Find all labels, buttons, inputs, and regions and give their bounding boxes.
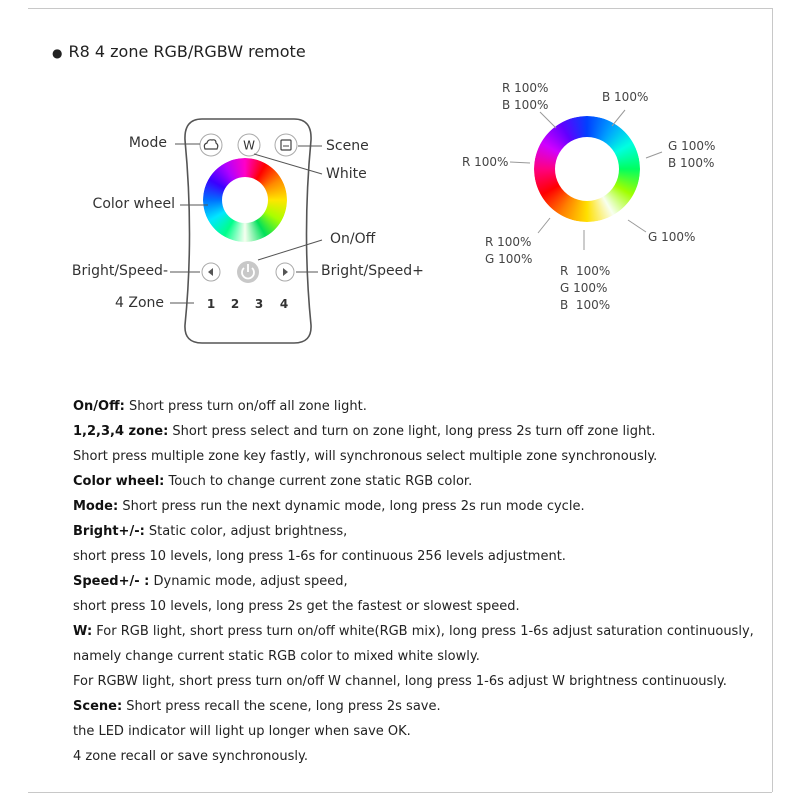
frame-bottom-line [28, 792, 772, 793]
zone-key-4[interactable]: 4 [279, 297, 289, 311]
wheel-label-rb: R 100% B 100% [502, 81, 549, 112]
mode-label: Mode [128, 135, 167, 151]
bright-speed-minus-label: Bright/Speed- [71, 263, 168, 279]
desc-line-7: short press 10 levels, long press 1-6s for continuous 256 levels adjustment. [73, 549, 566, 564]
desc-line-13: Scene: Short press recall the scene, long press 2s save. [73, 699, 441, 714]
wheel-label-rgb: R 100% G 100% B 100% [560, 264, 611, 312]
desc-line-14: the LED indicator will light up longer when save OK. [73, 724, 411, 739]
mode-key[interactable] [200, 134, 222, 156]
wheel-label-b: B 100% [602, 90, 649, 104]
remote-diagram [0, 0, 800, 380]
scene-key[interactable] [275, 134, 297, 156]
desc-line-1: On/Off: Short press turn on/off all zone light. [73, 399, 367, 414]
zone-key-1[interactable]: 1 [206, 297, 216, 311]
desc-line-3: Short press multiple zone key fastly, will synchronous select multiple zone synchronously. [73, 449, 658, 464]
desc-line-8: Speed+/- : Dynamic mode, adjust speed, [73, 574, 348, 589]
zone-label: 4 Zone [115, 295, 164, 311]
large-color-wheel [534, 116, 640, 222]
desc-line-6: Bright+/-: Static color, adjust brightness, [73, 524, 348, 539]
desc-line-12: For RGBW light, short press turn on/off W channel, long press 1-6s adjust W brightness continuously. [73, 674, 727, 689]
desc-line-9: short press 10 levels, long press 2s get the fastest or slowest speed. [73, 599, 520, 614]
desc-line-4: Color wheel: Touch to change current zone static RGB color. [73, 474, 473, 489]
color-wheel-label: Color wheel [92, 196, 175, 212]
page-title-text: R8 4 zone RGB/RGBW remote [68, 42, 306, 61]
desc-line-15: 4 zone recall or save synchronously. [73, 749, 308, 764]
white-label: White [326, 166, 367, 182]
on-off-key[interactable] [237, 261, 259, 283]
bright-speed-plus-label: Bright/Speed+ [321, 263, 424, 279]
white-key-label: W [243, 138, 255, 153]
zone-key-3[interactable]: 3 [254, 297, 264, 311]
on-off-label: On/Off [330, 231, 376, 247]
white-key[interactable] [238, 134, 260, 156]
scene-label: Scene [326, 138, 369, 154]
desc-line-2: 1,2,3,4 zone: Short press select and turn on zone light, long press 2s turn off zone light. [73, 424, 656, 439]
wheel-label-g: G 100% [648, 230, 696, 244]
desc-line-11: namely change current static RGB color to mixed white slowly. [73, 649, 480, 664]
bright-speed-plus-key[interactable] [276, 263, 294, 281]
wheel-label-rg: R 100% G 100% [485, 235, 533, 266]
bright-speed-minus-key[interactable] [202, 263, 220, 281]
function-descriptions [73, 394, 773, 769]
wheel-label-r: R 100% [462, 155, 509, 169]
wheel-label-gb: G 100% B 100% [668, 139, 716, 170]
zone-key-2[interactable]: 2 [230, 297, 240, 311]
desc-line-10: W: For RGB light, short press turn on/off white(RGB mix), long press 1-6s adjust saturation continuously, [73, 624, 754, 639]
desc-line-5: Mode: Short press run the next dynamic mode, long press 2s run mode cycle. [73, 499, 585, 514]
bullet-icon: ● [52, 46, 63, 60]
wheel-leader-lines [510, 110, 662, 250]
